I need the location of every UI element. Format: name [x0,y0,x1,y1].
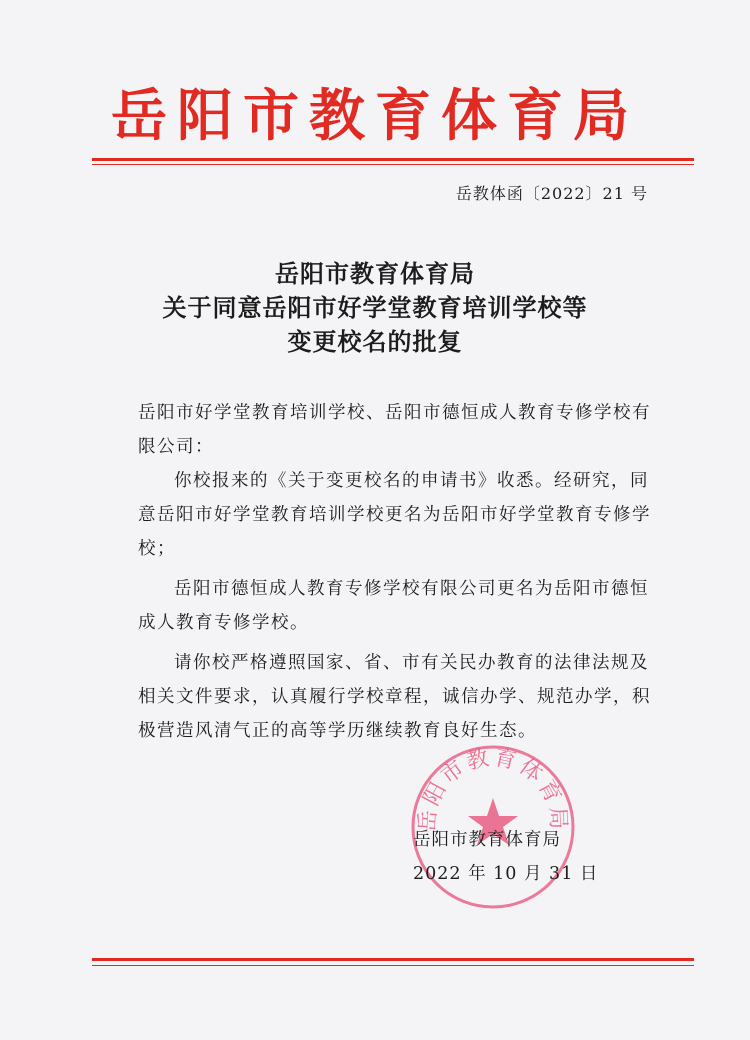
title-line-3: 变更校名的批复 [287,327,463,356]
title-line-1: 岳阳市教育体育局 [275,259,475,288]
signature-org: 岳阳市教育体育局 [413,830,561,850]
footer-rule-top [92,958,694,961]
footer-rule-bottom [92,965,694,966]
letterhead-org-name: 岳阳市教育体育局 [111,84,639,149]
letterhead-rule-top [92,158,694,161]
document-number: 岳教体函〔2022〕21 号 [455,184,648,203]
seal-text: 岳阳市教育体育局 [415,745,571,833]
body-paragraph-1: 你校报来的《关于变更校名的申请书》收悉。经研究，同意岳阳市好学堂教育培训学校更名为岳阳市好学堂教育专修学校； [138,471,651,559]
letterhead-rule-top-thin [92,164,694,165]
body-paragraph-2: 岳阳市德恒成人教育专修学校有限公司更名为岳阳市德恒成人教育专修学校。 [138,579,649,633]
signature-date: 2022 年 10 月 31 日 [413,864,599,884]
addressee: 岳阳市好学堂教育培训学校、岳阳市德恒成人教育专修学校有限公司： [138,403,651,457]
title-line-2: 关于同意岳阳市好学堂教育培训学校等 [162,293,588,322]
body-paragraph-3: 请你校严格遵照国家、省、市有关民办教育的法律法规及相关文件要求，认真履行学校章程，诚信办学、规范办学，积极营造风清气正的高等学历继续教育良好生态。 [138,653,651,741]
